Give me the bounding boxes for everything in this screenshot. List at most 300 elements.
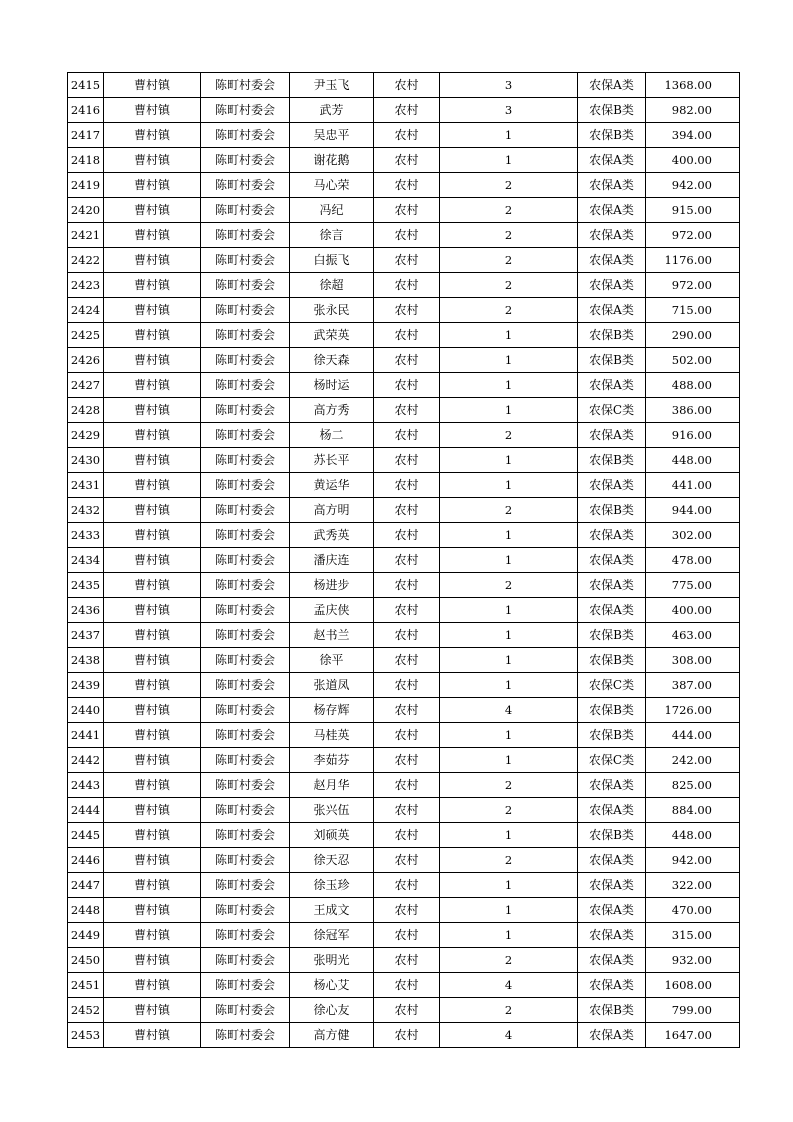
cell-village-committee: 陈町村委会 <box>201 173 290 198</box>
table-row <box>68 848 740 873</box>
table-row <box>68 798 740 823</box>
cell-area-type: 农村 <box>374 548 440 573</box>
cell-village-committee: 陈町村委会 <box>201 523 290 548</box>
cell-area-type: 农村 <box>374 873 440 898</box>
cell-area-type: 农村 <box>374 98 440 123</box>
cell-household-count: 1 <box>440 823 578 848</box>
cell-village-committee: 陈町村委会 <box>201 748 290 773</box>
cell-insurance-category: 农保A类 <box>578 973 646 998</box>
cell-serial-number: 2446 <box>68 848 104 873</box>
table-row <box>68 948 740 973</box>
cell-town: 曹村镇 <box>104 298 201 323</box>
cell-area-type: 农村 <box>374 1023 440 1048</box>
cell-area-type: 农村 <box>374 273 440 298</box>
cell-village-committee: 陈町村委会 <box>201 248 290 273</box>
cell-town: 曹村镇 <box>104 348 201 373</box>
cell-area-type: 农村 <box>374 898 440 923</box>
cell-amount: 944.00 <box>646 498 740 523</box>
cell-village-committee: 陈町村委会 <box>201 773 290 798</box>
cell-town: 曹村镇 <box>104 248 201 273</box>
cell-area-type: 农村 <box>374 398 440 423</box>
cell-village-committee: 陈町村委会 <box>201 298 290 323</box>
cell-amount: 488.00 <box>646 373 740 398</box>
table-row <box>68 1023 740 1048</box>
cell-amount: 916.00 <box>646 423 740 448</box>
cell-household-count: 1 <box>440 348 578 373</box>
cell-serial-number: 2444 <box>68 798 104 823</box>
table-row <box>68 248 740 273</box>
cell-town: 曹村镇 <box>104 273 201 298</box>
table-row <box>68 823 740 848</box>
cell-serial-number: 2437 <box>68 623 104 648</box>
cell-person-name: 苏长平 <box>290 448 374 473</box>
cell-amount: 884.00 <box>646 798 740 823</box>
cell-area-type: 农村 <box>374 248 440 273</box>
cell-person-name: 武荣英 <box>290 323 374 348</box>
cell-household-count: 4 <box>440 973 578 998</box>
cell-village-committee: 陈町村委会 <box>201 123 290 148</box>
cell-person-name: 杨存辉 <box>290 698 374 723</box>
cell-town: 曹村镇 <box>104 673 201 698</box>
cell-insurance-category: 农保A类 <box>578 948 646 973</box>
cell-amount: 478.00 <box>646 548 740 573</box>
cell-household-count: 1 <box>440 598 578 623</box>
table-row <box>68 398 740 423</box>
cell-household-count: 1 <box>440 523 578 548</box>
cell-person-name: 潘庆连 <box>290 548 374 573</box>
cell-insurance-category: 农保A类 <box>578 173 646 198</box>
cell-person-name: 杨进步 <box>290 573 374 598</box>
cell-area-type: 农村 <box>374 723 440 748</box>
cell-town: 曹村镇 <box>104 848 201 873</box>
cell-person-name: 黄运华 <box>290 473 374 498</box>
cell-village-committee: 陈町村委会 <box>201 148 290 173</box>
cell-household-count: 1 <box>440 548 578 573</box>
cell-amount: 441.00 <box>646 473 740 498</box>
table-row <box>68 198 740 223</box>
cell-village-committee: 陈町村委会 <box>201 1023 290 1048</box>
table-row <box>68 998 740 1023</box>
cell-insurance-category: 农保A类 <box>578 223 646 248</box>
cell-village-committee: 陈町村委会 <box>201 473 290 498</box>
cell-household-count: 1 <box>440 923 578 948</box>
cell-serial-number: 2443 <box>68 773 104 798</box>
cell-village-committee: 陈町村委会 <box>201 723 290 748</box>
cell-village-committee: 陈町村委会 <box>201 698 290 723</box>
cell-town: 曹村镇 <box>104 648 201 673</box>
cell-town: 曹村镇 <box>104 623 201 648</box>
cell-household-count: 1 <box>440 748 578 773</box>
cell-insurance-category: 农保B类 <box>578 498 646 523</box>
cell-town: 曹村镇 <box>104 823 201 848</box>
cell-insurance-category: 农保C类 <box>578 673 646 698</box>
cell-area-type: 农村 <box>374 498 440 523</box>
cell-serial-number: 2439 <box>68 673 104 698</box>
cell-serial-number: 2440 <box>68 698 104 723</box>
cell-area-type: 农村 <box>374 348 440 373</box>
cell-person-name: 王成文 <box>290 898 374 923</box>
cell-amount: 715.00 <box>646 298 740 323</box>
cell-person-name: 尹玉飞 <box>290 73 374 98</box>
cell-serial-number: 2445 <box>68 823 104 848</box>
cell-village-committee: 陈町村委会 <box>201 498 290 523</box>
cell-household-count: 4 <box>440 698 578 723</box>
cell-person-name: 孟庆侠 <box>290 598 374 623</box>
cell-amount: 1647.00 <box>646 1023 740 1048</box>
table-row <box>68 898 740 923</box>
cell-area-type: 农村 <box>374 948 440 973</box>
cell-household-count: 2 <box>440 848 578 873</box>
cell-town: 曹村镇 <box>104 798 201 823</box>
cell-amount: 400.00 <box>646 148 740 173</box>
table-row <box>68 523 740 548</box>
cell-serial-number: 2438 <box>68 648 104 673</box>
cell-area-type: 农村 <box>374 748 440 773</box>
cell-insurance-category: 农保A类 <box>578 298 646 323</box>
cell-household-count: 2 <box>440 223 578 248</box>
cell-insurance-category: 农保A类 <box>578 523 646 548</box>
table-row <box>68 448 740 473</box>
cell-area-type: 农村 <box>374 648 440 673</box>
cell-household-count: 2 <box>440 798 578 823</box>
cell-serial-number: 2441 <box>68 723 104 748</box>
cell-amount: 302.00 <box>646 523 740 548</box>
cell-area-type: 农村 <box>374 448 440 473</box>
cell-village-committee: 陈町村委会 <box>201 398 290 423</box>
cell-person-name: 白振飞 <box>290 248 374 273</box>
cell-person-name: 徐言 <box>290 223 374 248</box>
cell-serial-number: 2442 <box>68 748 104 773</box>
cell-village-committee: 陈町村委会 <box>201 223 290 248</box>
cell-insurance-category: 农保A类 <box>578 148 646 173</box>
cell-village-committee: 陈町村委会 <box>201 573 290 598</box>
cell-serial-number: 2428 <box>68 398 104 423</box>
cell-town: 曹村镇 <box>104 898 201 923</box>
cell-town: 曹村镇 <box>104 223 201 248</box>
cell-amount: 242.00 <box>646 748 740 773</box>
cell-serial-number: 2453 <box>68 1023 104 1048</box>
cell-serial-number: 2418 <box>68 148 104 173</box>
table-row <box>68 498 740 523</box>
cell-insurance-category: 农保B类 <box>578 348 646 373</box>
cell-area-type: 农村 <box>374 198 440 223</box>
cell-person-name: 李茹芬 <box>290 748 374 773</box>
cell-serial-number: 2422 <box>68 248 104 273</box>
cell-household-count: 1 <box>440 473 578 498</box>
table-row <box>68 473 740 498</box>
cell-village-committee: 陈町村委会 <box>201 348 290 373</box>
cell-area-type: 农村 <box>374 298 440 323</box>
cell-insurance-category: 农保A类 <box>578 1023 646 1048</box>
cell-serial-number: 2430 <box>68 448 104 473</box>
cell-insurance-category: 农保A类 <box>578 848 646 873</box>
cell-amount: 972.00 <box>646 273 740 298</box>
cell-serial-number: 2436 <box>68 598 104 623</box>
cell-household-count: 2 <box>440 298 578 323</box>
cell-serial-number: 2423 <box>68 273 104 298</box>
cell-amount: 322.00 <box>646 873 740 898</box>
cell-household-count: 2 <box>440 773 578 798</box>
cell-insurance-category: 农保B类 <box>578 448 646 473</box>
cell-village-committee: 陈町村委会 <box>201 448 290 473</box>
cell-area-type: 农村 <box>374 323 440 348</box>
table-row <box>68 423 740 448</box>
cell-serial-number: 2449 <box>68 923 104 948</box>
cell-area-type: 农村 <box>374 573 440 598</box>
cell-household-count: 2 <box>440 173 578 198</box>
cell-town: 曹村镇 <box>104 573 201 598</box>
cell-person-name: 杨心艾 <box>290 973 374 998</box>
cell-village-committee: 陈町村委会 <box>201 898 290 923</box>
cell-amount: 470.00 <box>646 898 740 923</box>
cell-amount: 825.00 <box>646 773 740 798</box>
table-row <box>68 73 740 98</box>
cell-insurance-category: 农保B类 <box>578 648 646 673</box>
cell-amount: 932.00 <box>646 948 740 973</box>
cell-serial-number: 2424 <box>68 298 104 323</box>
cell-person-name: 谢花鹅 <box>290 148 374 173</box>
cell-village-committee: 陈町村委会 <box>201 673 290 698</box>
table-row <box>68 698 740 723</box>
cell-village-committee: 陈町村委会 <box>201 98 290 123</box>
cell-household-count: 1 <box>440 873 578 898</box>
cell-amount: 308.00 <box>646 648 740 673</box>
cell-amount: 1726.00 <box>646 698 740 723</box>
cell-person-name: 高方秀 <box>290 398 374 423</box>
cell-area-type: 农村 <box>374 173 440 198</box>
table-row <box>68 548 740 573</box>
cell-town: 曹村镇 <box>104 423 201 448</box>
cell-household-count: 4 <box>440 1023 578 1048</box>
table-row <box>68 598 740 623</box>
cell-household-count: 1 <box>440 673 578 698</box>
table-row <box>68 973 740 998</box>
cell-insurance-category: 农保A类 <box>578 573 646 598</box>
cell-area-type: 农村 <box>374 698 440 723</box>
table-row <box>68 773 740 798</box>
cell-person-name: 高方明 <box>290 498 374 523</box>
cell-serial-number: 2427 <box>68 373 104 398</box>
cell-serial-number: 2415 <box>68 73 104 98</box>
cell-insurance-category: 农保B类 <box>578 698 646 723</box>
cell-person-name: 张永民 <box>290 298 374 323</box>
cell-person-name: 刘硕英 <box>290 823 374 848</box>
cell-household-count: 1 <box>440 448 578 473</box>
table-row <box>68 123 740 148</box>
table-row <box>68 223 740 248</box>
cell-insurance-category: 农保A类 <box>578 73 646 98</box>
cell-village-committee: 陈町村委会 <box>201 998 290 1023</box>
cell-serial-number: 2426 <box>68 348 104 373</box>
cell-serial-number: 2421 <box>68 223 104 248</box>
cell-amount: 400.00 <box>646 598 740 623</box>
cell-person-name: 杨时运 <box>290 373 374 398</box>
cell-village-committee: 陈町村委会 <box>201 423 290 448</box>
cell-insurance-category: 农保A类 <box>578 898 646 923</box>
cell-village-committee: 陈町村委会 <box>201 923 290 948</box>
cell-area-type: 农村 <box>374 973 440 998</box>
cell-amount: 502.00 <box>646 348 740 373</box>
cell-serial-number: 2434 <box>68 548 104 573</box>
cell-household-count: 2 <box>440 948 578 973</box>
cell-household-count: 2 <box>440 273 578 298</box>
table-row <box>68 723 740 748</box>
cell-household-count: 1 <box>440 398 578 423</box>
cell-village-committee: 陈町村委会 <box>201 623 290 648</box>
cell-insurance-category: 农保A类 <box>578 273 646 298</box>
cell-household-count: 1 <box>440 648 578 673</box>
cell-household-count: 3 <box>440 73 578 98</box>
cell-person-name: 吴忠平 <box>290 123 374 148</box>
table-row <box>68 623 740 648</box>
cell-serial-number: 2432 <box>68 498 104 523</box>
cell-village-committee: 陈町村委会 <box>201 598 290 623</box>
cell-person-name: 张明光 <box>290 948 374 973</box>
table-row <box>68 673 740 698</box>
cell-amount: 315.00 <box>646 923 740 948</box>
cell-town: 曹村镇 <box>104 773 201 798</box>
cell-insurance-category: 农保A类 <box>578 598 646 623</box>
cell-town: 曹村镇 <box>104 73 201 98</box>
cell-person-name: 赵月华 <box>290 773 374 798</box>
cell-town: 曹村镇 <box>104 698 201 723</box>
cell-town: 曹村镇 <box>104 473 201 498</box>
cell-insurance-category: 农保A类 <box>578 548 646 573</box>
cell-area-type: 农村 <box>374 223 440 248</box>
cell-town: 曹村镇 <box>104 323 201 348</box>
table-row <box>68 298 740 323</box>
cell-amount: 387.00 <box>646 673 740 698</box>
cell-village-committee: 陈町村委会 <box>201 273 290 298</box>
cell-serial-number: 2433 <box>68 523 104 548</box>
cell-amount: 942.00 <box>646 173 740 198</box>
cell-serial-number: 2416 <box>68 98 104 123</box>
cell-town: 曹村镇 <box>104 873 201 898</box>
table-row <box>68 173 740 198</box>
cell-household-count: 1 <box>440 723 578 748</box>
cell-insurance-category: 农保C类 <box>578 748 646 773</box>
cell-household-count: 2 <box>440 423 578 448</box>
table-row <box>68 148 740 173</box>
cell-serial-number: 2425 <box>68 323 104 348</box>
cell-area-type: 农村 <box>374 523 440 548</box>
cell-town: 曹村镇 <box>104 373 201 398</box>
table-row <box>68 873 740 898</box>
cell-household-count: 1 <box>440 898 578 923</box>
cell-serial-number: 2448 <box>68 898 104 923</box>
cell-person-name: 徐平 <box>290 648 374 673</box>
cell-town: 曹村镇 <box>104 948 201 973</box>
cell-village-committee: 陈町村委会 <box>201 373 290 398</box>
cell-town: 曹村镇 <box>104 198 201 223</box>
cell-amount: 448.00 <box>646 823 740 848</box>
cell-area-type: 农村 <box>374 123 440 148</box>
cell-town: 曹村镇 <box>104 973 201 998</box>
cell-household-count: 2 <box>440 198 578 223</box>
cell-person-name: 徐超 <box>290 273 374 298</box>
cell-person-name: 徐天森 <box>290 348 374 373</box>
cell-town: 曹村镇 <box>104 548 201 573</box>
cell-insurance-category: 农保A类 <box>578 798 646 823</box>
table-row <box>68 373 740 398</box>
table-row <box>68 648 740 673</box>
cell-insurance-category: 农保A类 <box>578 423 646 448</box>
cell-town: 曹村镇 <box>104 398 201 423</box>
cell-village-committee: 陈町村委会 <box>201 823 290 848</box>
table-row <box>68 273 740 298</box>
cell-insurance-category: 农保B类 <box>578 823 646 848</box>
cell-town: 曹村镇 <box>104 1023 201 1048</box>
cell-town: 曹村镇 <box>104 998 201 1023</box>
cell-area-type: 农村 <box>374 773 440 798</box>
cell-insurance-category: 农保A类 <box>578 248 646 273</box>
cell-area-type: 农村 <box>374 423 440 448</box>
cell-village-committee: 陈町村委会 <box>201 848 290 873</box>
table-row <box>68 748 740 773</box>
cell-household-count: 1 <box>440 323 578 348</box>
cell-insurance-category: 农保C类 <box>578 398 646 423</box>
table-row <box>68 573 740 598</box>
cell-serial-number: 2431 <box>68 473 104 498</box>
cell-amount: 1176.00 <box>646 248 740 273</box>
cell-amount: 463.00 <box>646 623 740 648</box>
cell-village-committee: 陈町村委会 <box>201 648 290 673</box>
cell-village-committee: 陈町村委会 <box>201 323 290 348</box>
cell-person-name: 马桂英 <box>290 723 374 748</box>
cell-household-count: 3 <box>440 98 578 123</box>
cell-amount: 1368.00 <box>646 73 740 98</box>
cell-person-name: 张兴伍 <box>290 798 374 823</box>
cell-area-type: 农村 <box>374 848 440 873</box>
cell-person-name: 赵书兰 <box>290 623 374 648</box>
cell-amount: 1608.00 <box>646 973 740 998</box>
cell-insurance-category: 农保B类 <box>578 98 646 123</box>
cell-serial-number: 2447 <box>68 873 104 898</box>
cell-village-committee: 陈町村委会 <box>201 948 290 973</box>
cell-village-committee: 陈町村委会 <box>201 548 290 573</box>
cell-amount: 775.00 <box>646 573 740 598</box>
cell-household-count: 2 <box>440 573 578 598</box>
cell-person-name: 马心荣 <box>290 173 374 198</box>
cell-person-name: 杨二 <box>290 423 374 448</box>
cell-insurance-category: 农保A类 <box>578 923 646 948</box>
cell-serial-number: 2451 <box>68 973 104 998</box>
table-row <box>68 348 740 373</box>
cell-insurance-category: 农保B类 <box>578 123 646 148</box>
cell-amount: 915.00 <box>646 198 740 223</box>
cell-town: 曹村镇 <box>104 723 201 748</box>
cell-insurance-category: 农保B类 <box>578 623 646 648</box>
cell-amount: 444.00 <box>646 723 740 748</box>
cell-town: 曹村镇 <box>104 123 201 148</box>
cell-person-name: 徐天忍 <box>290 848 374 873</box>
cell-village-committee: 陈町村委会 <box>201 73 290 98</box>
cell-person-name: 张道凤 <box>290 673 374 698</box>
cell-person-name: 武秀英 <box>290 523 374 548</box>
cell-person-name: 徐玉珍 <box>290 873 374 898</box>
table-body <box>68 73 740 1048</box>
cell-person-name: 武芳 <box>290 98 374 123</box>
cell-insurance-category: 农保B类 <box>578 323 646 348</box>
cell-town: 曹村镇 <box>104 748 201 773</box>
cell-town: 曹村镇 <box>104 148 201 173</box>
cell-area-type: 农村 <box>374 373 440 398</box>
cell-serial-number: 2435 <box>68 573 104 598</box>
cell-village-committee: 陈町村委会 <box>201 973 290 998</box>
cell-person-name: 徐冠军 <box>290 923 374 948</box>
cell-area-type: 农村 <box>374 823 440 848</box>
cell-person-name: 高方健 <box>290 1023 374 1048</box>
